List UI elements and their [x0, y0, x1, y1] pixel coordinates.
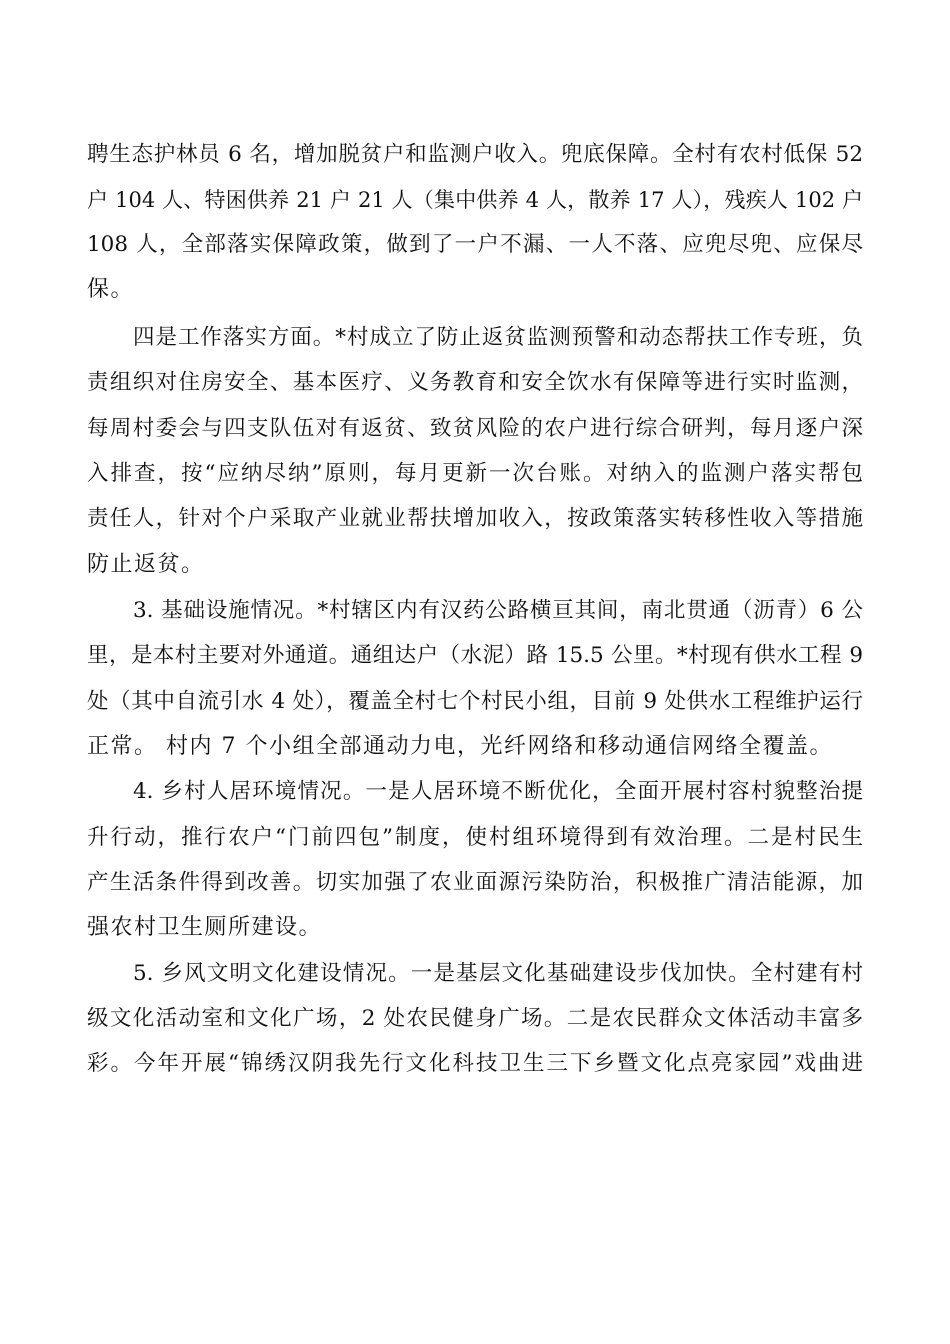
text-line: 4. 乡村人居环境情况。一是人居环境不断优化，全面开展村容村貌整治提	[133, 779, 863, 804]
text-line: 处（其中自流引水 4 处），覆盖全村七个村民小组，目前 9 处供水工程维护运行	[87, 689, 863, 714]
text-line: 聘生态护林员 6 名，增加脱贫户和监测户收入。兜底保障。全村有农村低保 52	[87, 142, 863, 167]
text-line: 里，是本村主要对外通道。通组达户（水泥）路 15.5 公里。*村现有供水工程 9	[87, 643, 863, 668]
text-line: 彩。今年开展“锦绣汉阴我先行文化科技卫生三下乡暨文化点亮家园”戏曲进	[87, 1051, 863, 1076]
text-line: 升行动，推行农户“门前四包”制度，使村组环境得到有效治理。二是村民生	[87, 825, 863, 850]
text-line: 正常。 村内 7 个小组全部通动力电，光纤网络和移动通信网络全覆盖。	[87, 734, 833, 759]
text-line: 每周村委会与四支队伍对有返贫、致贫风险的农户进行综合研判，每月逐户深	[87, 416, 863, 441]
text-line: 保。	[87, 277, 135, 302]
text-line: 四是工作落实方面。*村成立了防止返贫监测预警和动态帮扶工作专班，负	[133, 325, 863, 350]
text-line: 强农村卫生厕所建设。	[87, 915, 323, 940]
text-line: 责组织对住房安全、基本医疗、义务教育和安全饮水有保障等进行实时监测，	[87, 370, 863, 395]
text-line: 防止返贫。	[87, 552, 205, 577]
text-line: 入排查，按“应纳尽纳”原则，每月更新一次台账。对纳入的监测户落实帮包	[87, 461, 863, 486]
text-line: 产生活条件得到改善。切实加强了农业面源污染防治，积极推广清洁能源，加	[87, 870, 863, 895]
text-line: 5. 乡风文明文化建设情况。一是基层文化基础建设步伐加快。全村建有村	[133, 961, 863, 986]
text-line: 级文化活动室和文化广场，2 处农民健身广场。二是农民群众文体活动丰富多	[87, 1006, 863, 1031]
text-line: 户 104 人、特困供养 21 户 21 人（集中供养 4 人，散养 17 人），残疾人 102 户	[87, 188, 863, 212]
text-line: 108 人，全部落实保障政策，做到了一户不漏、一人不落、应兜尽兜、应保尽	[87, 232, 863, 257]
text-line: 责任人，针对个户采取产业就业帮扶增加收入，按政策落实转移性收入等措施	[87, 506, 863, 531]
text-line: 3. 基础设施情况。*村辖区内有汉药公路横亘其间，南北贯通（沥青）6 公	[133, 598, 863, 623]
